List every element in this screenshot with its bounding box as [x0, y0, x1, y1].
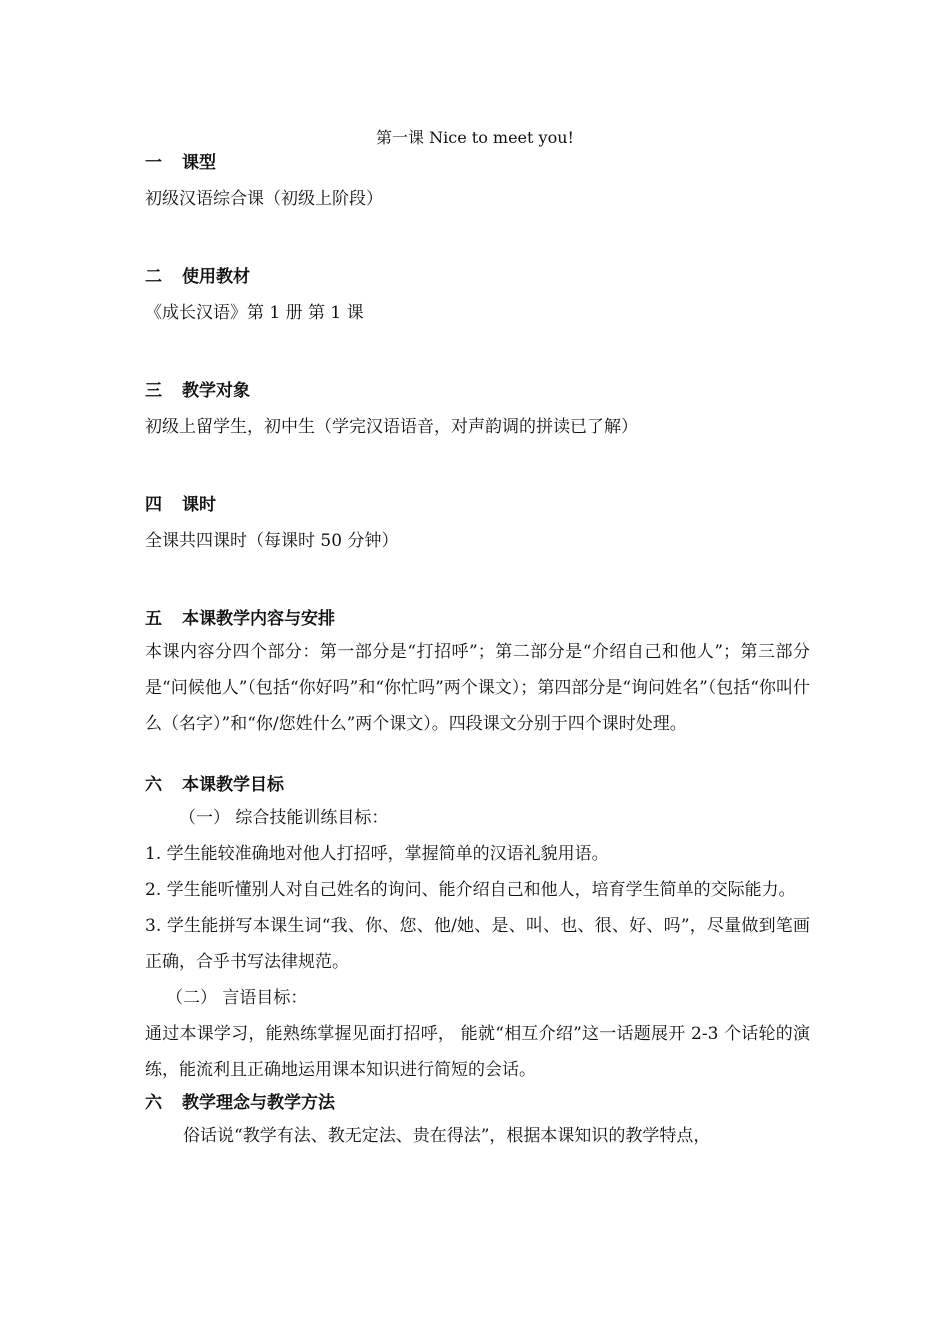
section-heading-methods	[145, 1090, 810, 1116]
section-heading-textbook	[145, 264, 810, 290]
section-heading-audience	[145, 378, 810, 404]
section-number: 五	[145, 609, 162, 629]
section-title: 教学对象	[182, 381, 250, 401]
section-number: 六	[145, 775, 162, 795]
section-text-course-type: 初级汉语综合课（初级上阶段）	[145, 189, 383, 209]
goal-item-2: 2. 学生能听懂别人对自己姓名的询问、能介绍自己和他人，培育学生简单的交际能力。	[145, 880, 796, 900]
language-goals-text: 通过本课学习，能熟练掌握见面打招呼， 能就“相互介绍”这一话题展开 2-3 个话轮的演练，能流利且正确地运用课本知识进行简短的会话。	[145, 1024, 810, 1080]
section-number: 六	[145, 1093, 162, 1113]
section-heading-content	[145, 606, 810, 632]
section-text-methods: 俗话说“教学有法、教无定法、贵在得法”，根据本课知识的教学特点，	[183, 1126, 711, 1146]
section-text-textbook: 《成长汉语》第 1 册 第 1 课	[145, 303, 364, 323]
section-title: 使用教材	[182, 267, 250, 287]
section-heading-course-type	[145, 150, 810, 176]
goal-item-3: 3. 学生能拼写本课生词“我、你、您、他/她、是、叫、也、很、好、吗”，尽量做到笔画正确，合乎书写法律规范。	[145, 916, 810, 972]
section-heading-goals	[145, 772, 810, 798]
section-heading-class-hours	[145, 492, 810, 518]
goal-item-1: 1. 学生能较准确地对他人打招呼，掌握简单的汉语礼貌用语。	[145, 844, 609, 864]
document-body	[145, 150, 810, 1154]
section-title: 课型	[182, 153, 216, 173]
section-number: 一	[145, 153, 162, 173]
section-title: 课时	[182, 495, 216, 515]
section-title: 本课教学目标	[182, 775, 284, 795]
section-number: 二	[145, 267, 162, 287]
section-title: 本课教学内容与安排	[182, 609, 335, 629]
section-text-audience: 初级上留学生，初中生（学完汉语语音，对声韵调的拼读已了解）	[145, 417, 638, 437]
section-title: 教学理念与教学方法	[182, 1093, 335, 1113]
subheading-skill-goals: （一） 综合技能训练目标：	[179, 808, 389, 828]
document-title: 第一课 Nice to meet you!	[376, 128, 574, 147]
section-number: 四	[145, 495, 162, 515]
section-text-class-hours: 全课共四课时（每课时 50 分钟）	[145, 531, 399, 551]
subheading-language-goals: （二） 言语目标：	[166, 988, 308, 1008]
section-number: 三	[145, 381, 162, 401]
section-text-content: 本课内容分四个部分：第一部分是“打招呼”；第二部分是“介绍自己和他人”；第三部分是“问候他人”（包括“你好吗”和“你忙吗”两个课文）；第四部分是“询问姓名”（包括“你叫什么（名字）”和“你/您姓什么”两个课文）。四段课文分别于四个课时处理。	[145, 642, 810, 734]
